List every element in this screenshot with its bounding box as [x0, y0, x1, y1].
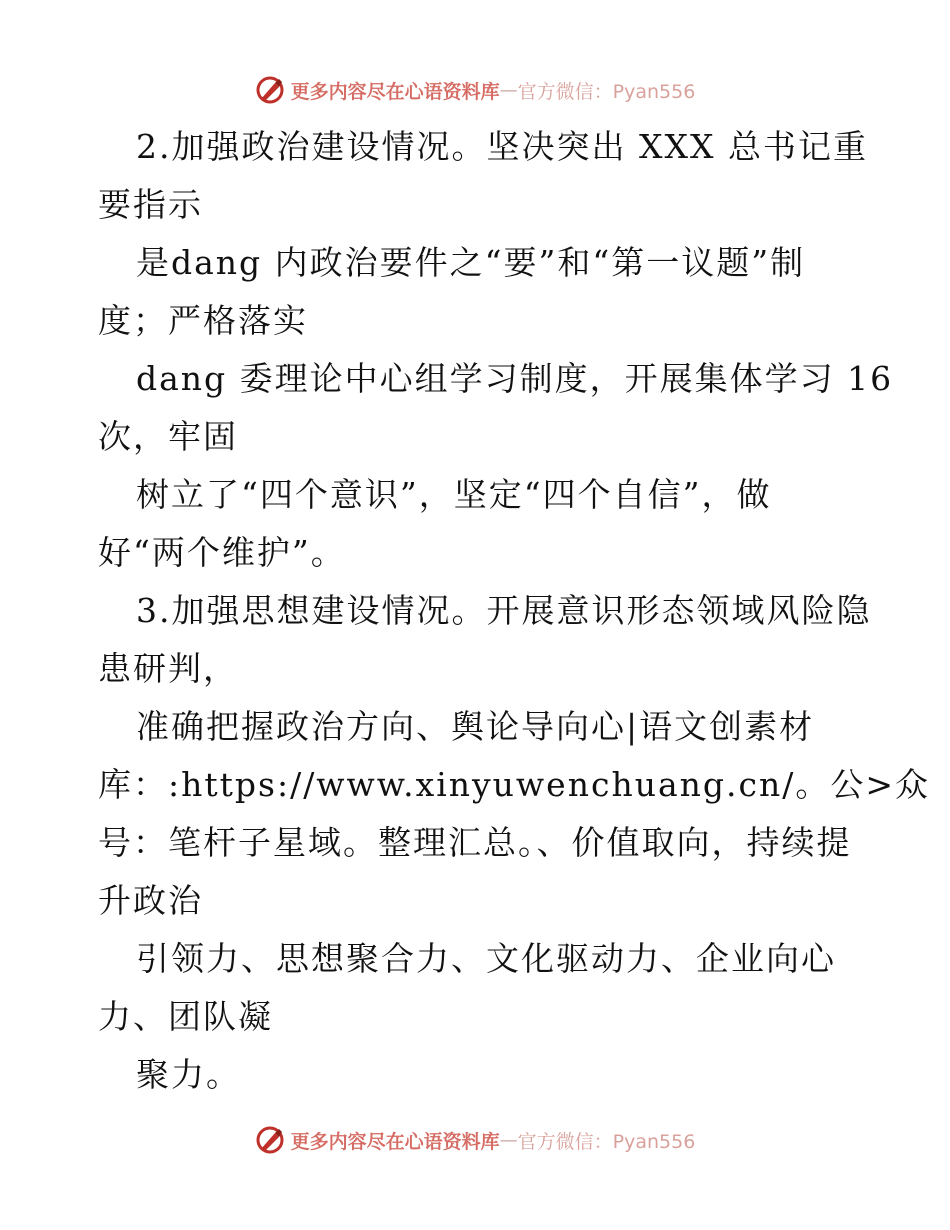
banner-dash: — — [499, 1129, 518, 1151]
text-line: 是dang 内政治要件之“要”和“第一议题”制 — [136, 243, 806, 282]
text-line: 准确把握政治方向、舆论导向心|语文创素材 — [136, 707, 815, 746]
text-line: 患研判， — [98, 649, 238, 688]
text-line: 好“两个维护”。 — [98, 533, 346, 572]
text-line: 度；严格落实 — [98, 301, 308, 340]
text-line: 2.加强政治建设情况。坚决突出 XXX 总书记重 — [136, 127, 868, 166]
banner-text: 更多内容尽在心语资料库 — [290, 1130, 500, 1153]
text-line: 聚力。 — [136, 1055, 241, 1094]
text-line: 引领力、思想聚合力、文化驱动力、企业向心 — [136, 939, 836, 978]
text-line: 树立了“四个意识”，坚定“四个自信”，做 — [136, 475, 772, 514]
text-line: 要指示 — [98, 185, 203, 224]
text-line: 号：笔杆子星域。整理汇总。、价值取向，持续提 — [98, 823, 852, 862]
text-line: 次，牢固 — [98, 417, 238, 456]
text-line: 库：:https://www.xinyuwenchuang.cn/。公>众 — [98, 765, 931, 804]
pen-logo-icon — [255, 1125, 285, 1155]
pen-logo-icon — [255, 75, 285, 105]
text-line: 3.加强思想建设情况。开展意识形态领域风险隐 — [136, 591, 872, 630]
banner-text: 更多内容尽在心语资料库 — [290, 80, 500, 103]
text-line: 力、团队凝 — [98, 997, 273, 1036]
banner-wechat: 官方微信：Pyan556 — [517, 80, 696, 103]
header-banner — [0, 70, 950, 110]
banner-wechat: 官方微信：Pyan556 — [517, 1130, 696, 1153]
banner-dash: — — [499, 79, 518, 101]
text-line: dang 委理论中心组学习制度，开展集体学习 16 — [136, 359, 894, 398]
document-body — [98, 118, 931, 1104]
footer-banner — [0, 1120, 950, 1160]
text-line: 升政治 — [98, 881, 203, 920]
